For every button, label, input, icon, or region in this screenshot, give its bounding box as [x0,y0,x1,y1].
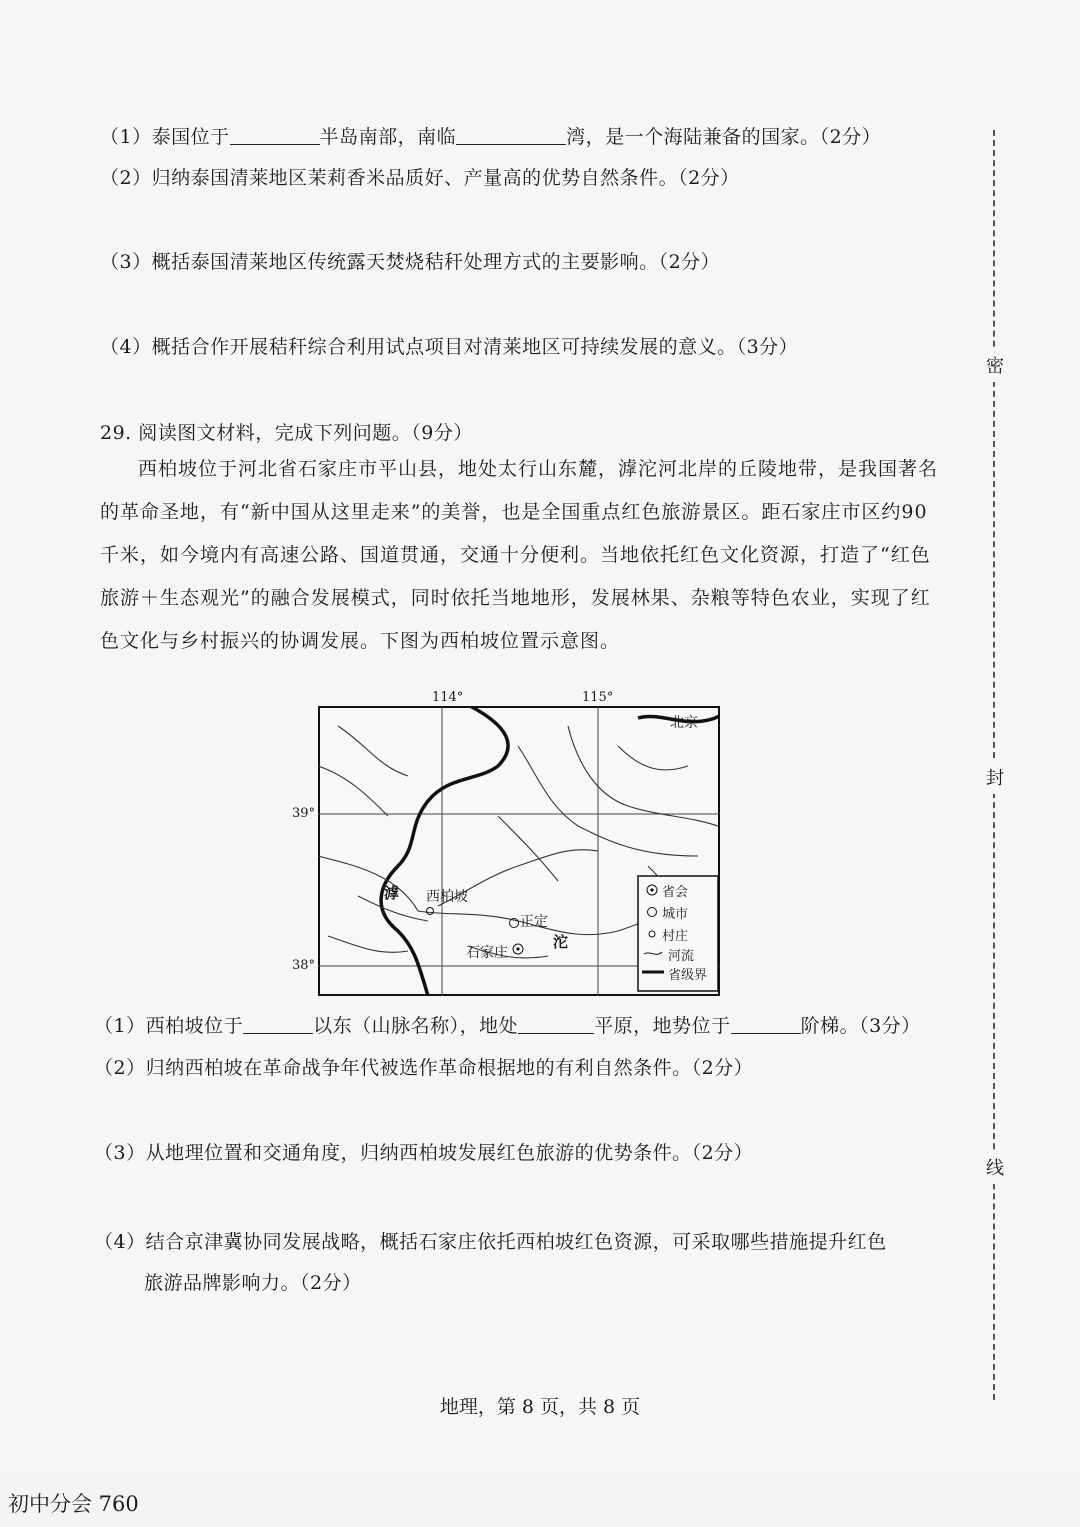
q29-s1-c: 平原，地势位于 [594,1015,731,1037]
map-svg [318,706,720,996]
lat-label-39: 39° [292,806,316,821]
q28-p1-mid: 半岛南部，南临 [319,126,457,148]
q29-s1-a: （1）西柏坡位于 [94,1015,244,1037]
zhengding-label: 正定 [520,914,548,930]
hutuo-river-label-1: 滹 [384,884,400,902]
lon-label-114: 114° [432,690,464,705]
q28-p1-text: （1）泰国位于 [100,126,230,148]
q28-part2: （2）归纳泰国清莱地区茉莉香米品质好、产量高的优势自然条件。（2分） [100,167,740,189]
legend-border-label: 省级界 [668,968,708,983]
xibaipo-label: 西柏坡 [426,889,468,905]
q29-part2: （2）归纳西柏坡在革命战争年代被选作革命根据地的有利自然条件。（2分） [94,1057,754,1079]
legend-river-label: 河流 [668,949,695,964]
answer-blank[interactable] [731,1015,801,1034]
answer-blank[interactable] [518,1015,594,1034]
legend-village-label: 村庄 [662,929,689,944]
watermark-text: 初中分会 760 [8,1492,139,1516]
answer-blank[interactable] [230,126,320,145]
q29-part3: （3）从地理位置和交通角度，归纳西柏坡发展红色旅游的优势条件。（2分） [94,1142,754,1164]
hutuo-river-label-2: 沱 [553,933,569,951]
q28-p1-end: 湾，是一个海陆兼备的国家。（2分） [566,126,882,148]
q29-passage: 西柏坡位于河北省石家庄市平山县，地处太行山东麓，滹沱河北岸的丘陵地带，是我国著名的革命圣地，有“新中国从这里走来”的美誉，也是全国重点红色旅游景区。距石家庄市区约90千米，如今境内有高速公路、国道贯通，交通十分便利。当地依托红色文化资源，打造了“红色旅游＋生态观光”的融合发展模式，同时依托当地地形，发展林果、杂粮等特色农业，实现了红色文化与乡村振兴的协调发展。下图为西柏坡位置示意图。 [100,458,939,652]
q29-part4-line1: （4）结合京津冀协同发展战略，概括石家庄依托西柏坡红色资源，可采取哪些措施提升红色 [94,1231,887,1253]
shijiazhuang-label: 石家庄 [466,945,508,961]
q29-part1 [94,1011,921,1038]
lon-label-115: 115° [582,690,614,705]
q28-part4: （4）概括合作开展秸秆综合利用试点项目对清莱地区可持续发展的意义。（3分） [100,336,799,358]
q28-part3: （3）概括泰国清莱地区传统露天焚烧秸秆处理方式的主要影响。（2分） [100,251,721,273]
beijing-label: 北京 [670,715,698,731]
legend-city-label: 城市 [662,907,689,922]
legend-capital-label: 省会 [662,885,689,900]
q28-part1 [100,122,881,149]
seal-char-xian: 线 [986,1150,1004,1184]
q29-part4-line2: 旅游品牌影响力。（2分） [144,1272,362,1294]
seal-char-mi: 密 [986,348,1004,382]
answer-blank[interactable] [243,1015,313,1034]
seal-char-feng: 封 [986,760,1004,794]
answer-blank[interactable] [456,126,566,145]
page-footer: 地理，第 8 页，共 8 页 [439,1396,641,1418]
q29-s1-d: 阶梯。（3分） [800,1015,921,1037]
q29-title: 29. 阅读图文材料，完成下列问题。（9分） [100,422,473,444]
xibaipo-location-map [292,690,720,996]
q29-s1-b: 以东（山脉名称），地处 [313,1015,519,1037]
lat-label-38: 38° [292,958,316,973]
